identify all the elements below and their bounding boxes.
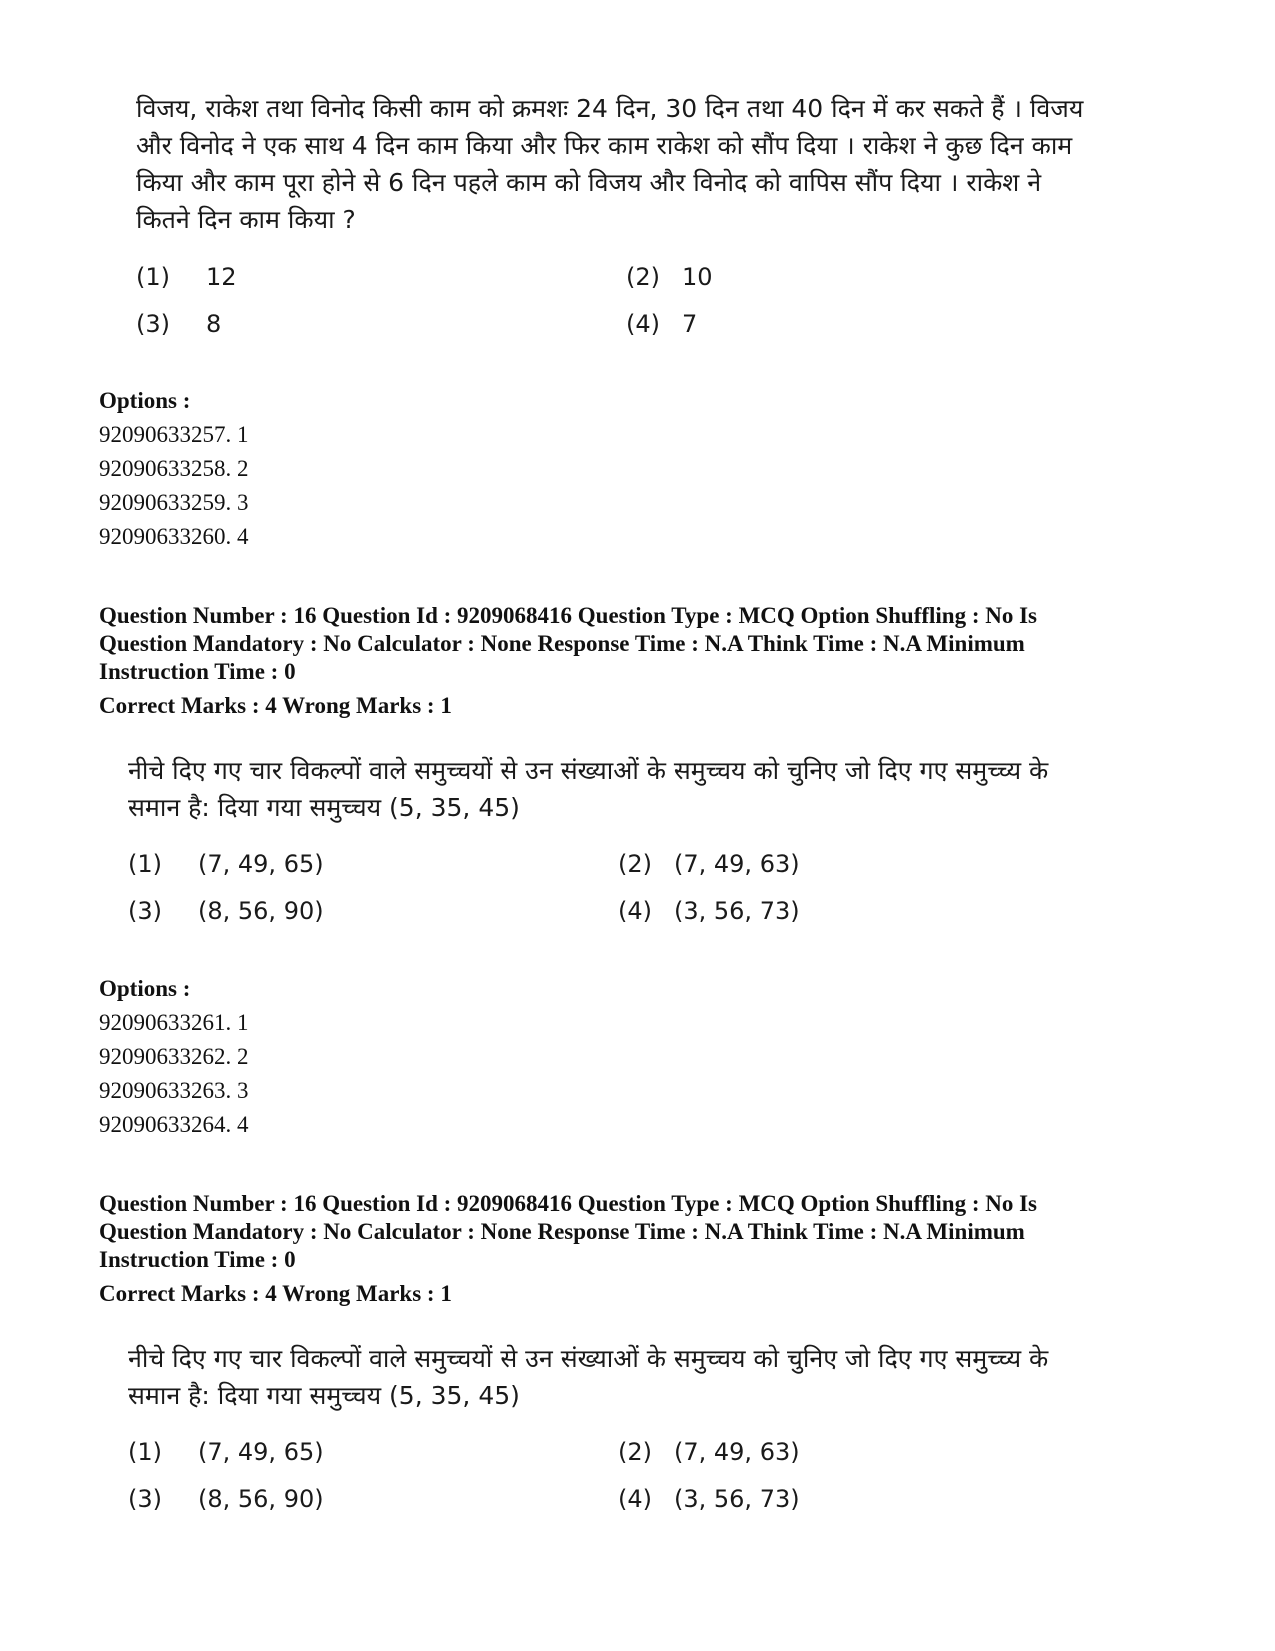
answer-choices-2 — [128, 840, 1128, 934]
answer-choices-1 — [136, 253, 1136, 347]
question-passage-3 — [128, 1340, 1128, 1414]
choice-row — [128, 1428, 1128, 1475]
choice-3 — [128, 897, 618, 925]
option-item: 92090633259. 3 — [99, 490, 249, 515]
choice-4 — [626, 310, 1116, 338]
option-item: 92090633261. 1 — [99, 1010, 249, 1035]
option-item: 92090633257. 1 — [99, 422, 249, 447]
choice-value: (3, 56, 73) — [674, 1484, 800, 1513]
choice-number: (3) — [128, 1484, 162, 1513]
choice-1 — [128, 850, 618, 878]
question-line: समान है: दिया गया समुच्चय (5, 35, 45) — [128, 793, 520, 822]
option-item: 92090633258. 2 — [99, 456, 249, 481]
meta-line: Question Mandatory : No Calculator : None Response Time : N.A Think Time : N.A Minimum — [99, 1219, 1025, 1244]
choice-value: (7, 49, 63) — [674, 849, 800, 878]
answer-choices-3 — [128, 1428, 1128, 1522]
choice-value: 7 — [682, 309, 698, 338]
option-item: 92090633263. 3 — [99, 1078, 249, 1103]
choice-value: 10 — [682, 262, 713, 291]
choice-number: (2) — [626, 262, 660, 291]
choice-2 — [618, 850, 1108, 878]
meta-line: Question Number : 16 Question Id : 9209068416 Question Type : MCQ Option Shuffling : No Is — [99, 603, 1038, 628]
option-item: 92090633262. 2 — [99, 1044, 249, 1069]
question-line: समान है: दिया गया समुच्चय (5, 35, 45) — [128, 1381, 520, 1410]
choice-value: (7, 49, 63) — [674, 1437, 800, 1466]
choice-number: (2) — [618, 849, 652, 878]
marks-line: Correct Marks : 4 Wrong Marks : 1 — [99, 1281, 452, 1306]
question-line: नीचे दिए गए चार विकल्पों वाले समुच्चयों से उन संख्याओं के समुच्चय को चुनिए जो दिए गए समुच्च्य के — [128, 1344, 1049, 1373]
question-line: विजय, राकेश तथा विनोद किसी काम को क्रमशः 24 दिन, 30 दिन तथा 40 दिन में कर सकते हैं । विजय — [136, 94, 1084, 123]
choice-number: (1) — [128, 1437, 162, 1466]
choice-row — [128, 1475, 1128, 1522]
question-line: किया और काम पूरा होने से 6 दिन पहले काम को विजय और विनोद को वापिस सौंप दिया । राकेश ने — [136, 168, 1042, 197]
options-title: Options : — [99, 388, 191, 413]
meta-line: Instruction Time : 0 — [99, 659, 296, 684]
meta-line: Question Mandatory : No Calculator : None Response Time : N.A Think Time : N.A Minimum — [99, 631, 1025, 656]
choice-value: 8 — [206, 309, 222, 338]
choice-1 — [136, 263, 626, 291]
marks-line: Correct Marks : 4 Wrong Marks : 1 — [99, 693, 452, 718]
choice-row — [128, 840, 1128, 887]
options-list-2 — [99, 972, 249, 1142]
choice-row — [136, 253, 1136, 300]
choice-number: (4) — [626, 309, 660, 338]
question-meta-2 — [99, 602, 1189, 720]
choice-4 — [618, 1485, 1108, 1513]
choice-number: (3) — [128, 896, 162, 925]
options-title: Options : — [99, 976, 191, 1001]
choice-1 — [128, 1438, 618, 1466]
options-list-1 — [99, 384, 249, 554]
choice-3 — [136, 310, 626, 338]
choice-number: (4) — [618, 896, 652, 925]
question-line: कितने दिन काम किया ? — [136, 205, 356, 234]
choice-2 — [618, 1438, 1108, 1466]
option-item: 92090633264. 4 — [99, 1112, 249, 1137]
question-line: और विनोद ने एक साथ 4 दिन काम किया और फिर काम राकेश को सौंप दिया । राकेश ने कुछ दिन काम — [136, 131, 1073, 160]
choice-value: (8, 56, 90) — [198, 1484, 324, 1513]
choice-number: (1) — [136, 262, 170, 291]
choice-row — [128, 887, 1128, 934]
question-line: नीचे दिए गए चार विकल्पों वाले समुच्चयों से उन संख्याओं के समुच्चय को चुनिए जो दिए गए समुच्च्य के — [128, 756, 1049, 785]
meta-line: Question Number : 16 Question Id : 9209068416 Question Type : MCQ Option Shuffling : No Is — [99, 1191, 1038, 1216]
question-passage-1 — [136, 90, 1136, 238]
choice-value: (8, 56, 90) — [198, 896, 324, 925]
choice-3 — [128, 1485, 618, 1513]
choice-number: (4) — [618, 1484, 652, 1513]
option-item: 92090633260. 4 — [99, 524, 249, 549]
choice-4 — [618, 897, 1108, 925]
question-passage-2 — [128, 752, 1128, 826]
choice-value: (7, 49, 65) — [198, 849, 324, 878]
choice-row — [136, 300, 1136, 347]
choice-value: 12 — [206, 262, 237, 291]
choice-number: (3) — [136, 309, 170, 338]
question-meta-3 — [99, 1190, 1189, 1308]
choice-value: (7, 49, 65) — [198, 1437, 324, 1466]
choice-value: (3, 56, 73) — [674, 896, 800, 925]
choice-2 — [626, 263, 1116, 291]
choice-number: (2) — [618, 1437, 652, 1466]
choice-number: (1) — [128, 849, 162, 878]
meta-line: Instruction Time : 0 — [99, 1247, 296, 1272]
